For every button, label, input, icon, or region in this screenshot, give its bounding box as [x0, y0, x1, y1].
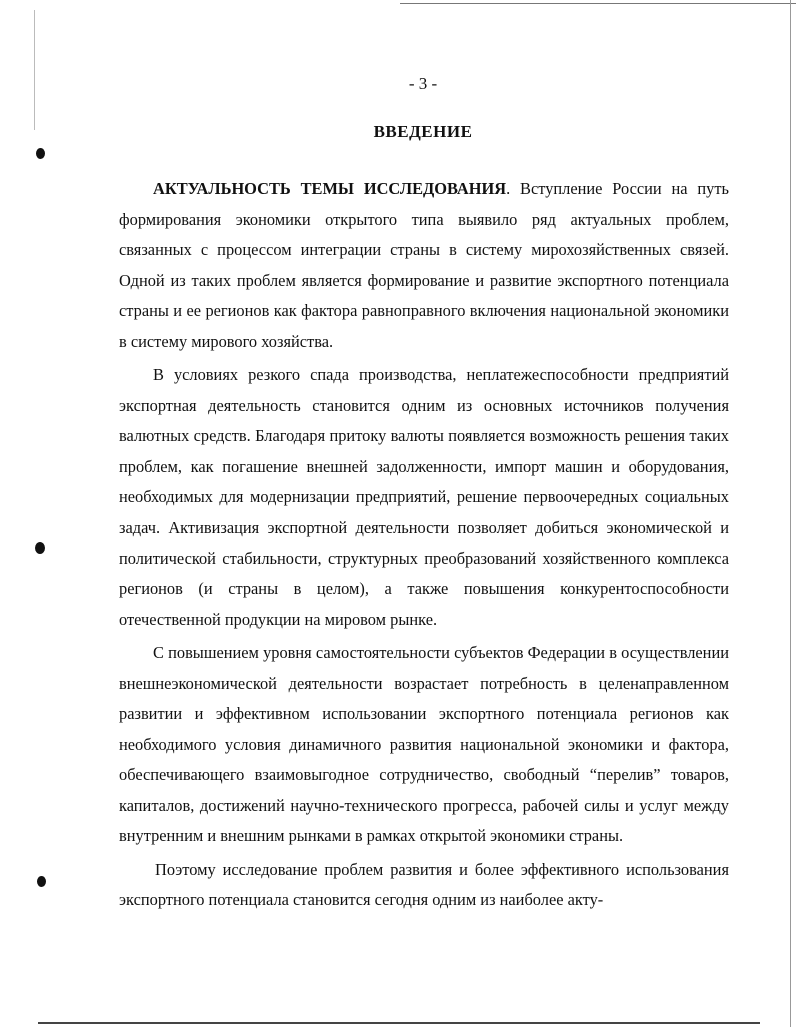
- section-heading: ВВЕДЕНИЕ: [373, 122, 473, 141]
- scan-edge-left: [34, 10, 35, 130]
- binding-hole-mark: [36, 148, 45, 159]
- scan-edge-top: [400, 3, 796, 4]
- paragraph: С повышением уровня самостоятельности субъектов Федерации в осуществлении внешнеэкономической деятельности возрастает потребность в целенаправленном развитии и эффективном использовании экспортного потенциала регионов как необходимого условия динамичного развития национальной экономики и фактора, обеспечивающего взаимовыгодное сотрудничество, свободный “перелив” товаров, капиталов, достижений научно-технического прогресса, рабочей силы и услуг между внутренним и внешним рынками в рамках открытой экономики страны.: [119, 642, 729, 846]
- paragraph-text: . Вступление России на путь формирования экономики открытого типа выявило ряд актуальных проблем, связанных с процессом интеграции страны в систему мирохозяйственных связей. Одной из таких проблем является формирование и развитие экспортного потенциала страны и ее регионов как фактора равноправного включения национальной экономики в систему мирового хозяйства.: [119, 179, 730, 351]
- scan-edge-bottom: [38, 1022, 760, 1024]
- page-number: - 3 -: [408, 74, 438, 93]
- paragraph: [119, 174, 729, 358]
- paragraph: В условиях резкого спада производства, неплатежеспособности предприятий экспортная деятельность становится одним из основных источников получения валютных средств. Благодаря притоку валюты появляется возможность решения таких проблем, как погашение внешней задолженности, импорт машин и оборудования, необходимых для модернизации предприятий, решение первоочередных социальных задач. Активизация экспортной деятельности позволяет добиться экономической и политической стабильности, структурных преобразований хозяйственного комплекса регионов (и страны в целом), а также повышения конкурентоспособности отечественной продукции на мировом рынке.: [119, 365, 729, 629]
- paragraph: Поэтому исследование проблем развития и более эффективного использования экспортного потенциала становится сегодня одним из наиболее акту-: [119, 859, 729, 910]
- binding-hole-mark: [37, 876, 46, 887]
- paragraph-lead: АКТУАЛЬНОСТЬ ТЕМЫ ИССЛЕДОВАНИЯ: [153, 179, 507, 198]
- document-body: [119, 174, 729, 918]
- scan-edge-right: [790, 0, 791, 1027]
- binding-hole-mark: [35, 542, 45, 554]
